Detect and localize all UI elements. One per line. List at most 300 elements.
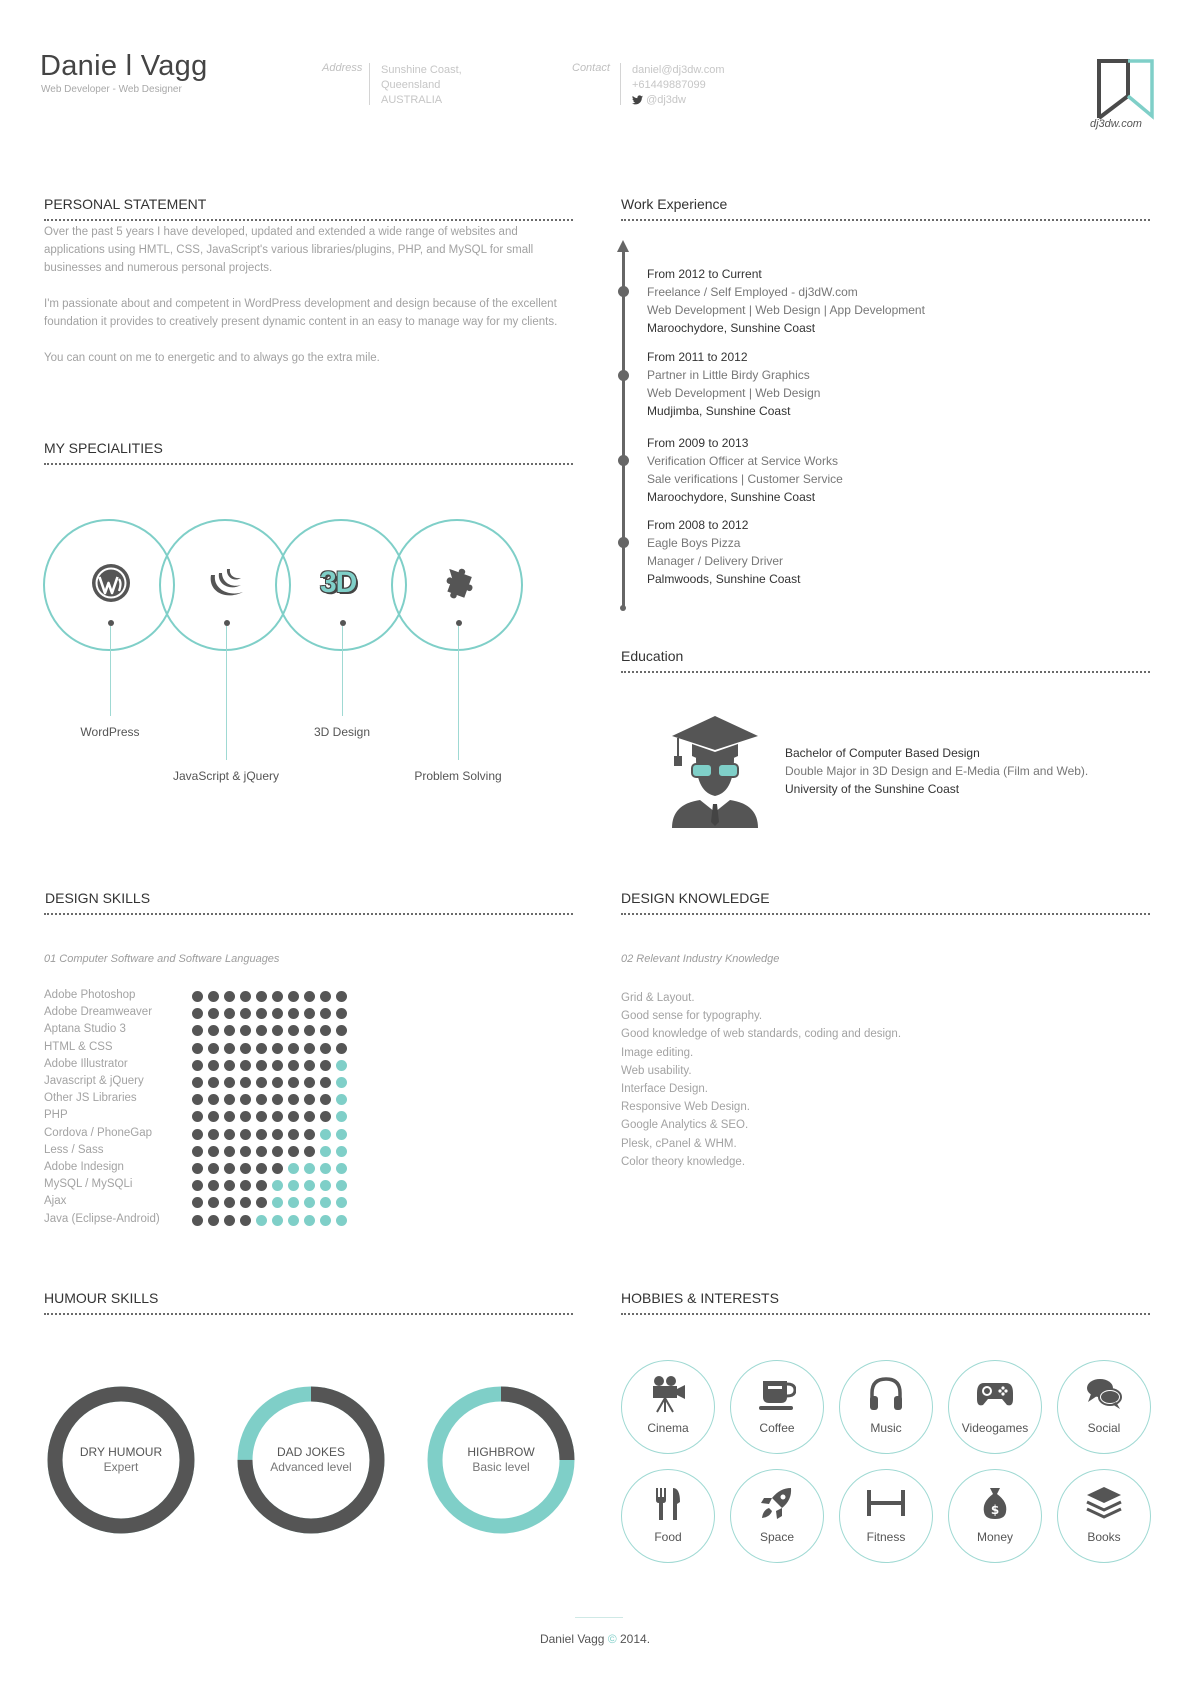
- skill-dot-filled: [304, 1025, 315, 1036]
- knowledge-list: [621, 989, 901, 1171]
- skill-dot-filled: [304, 1008, 315, 1019]
- skill-dot-filled: [256, 1025, 267, 1036]
- skill-dot-empty: [288, 1180, 299, 1191]
- skill-dot-filled: [320, 1043, 331, 1054]
- skill-dot-empty: [336, 1215, 347, 1226]
- skill-dot-filled: [208, 1094, 219, 1105]
- skill-dot-filled: [208, 1008, 219, 1019]
- education-major: Double Major in 3D Design and E-Media (Film and Web).: [785, 764, 1089, 778]
- skill-dot-filled: [336, 1043, 347, 1054]
- job-role: Eagle Boys Pizza: [647, 536, 741, 550]
- skill-dot-filled: [224, 1060, 235, 1071]
- skill-dot-filled: [256, 991, 267, 1002]
- skill-dot-empty: [304, 1197, 315, 1208]
- hobby-label: Space: [759, 1530, 795, 1544]
- hobby-label: Coffee: [759, 1421, 795, 1435]
- skill-dot-empty: [320, 1129, 331, 1140]
- address-divider: [369, 63, 370, 105]
- skill-dot-filled: [224, 1008, 235, 1019]
- footer-divider: [575, 1617, 623, 1618]
- skill-dot-filled: [288, 991, 299, 1002]
- knowledge-item: Interface Design.: [621, 1083, 708, 1096]
- humour-name: DAD JOKES: [276, 1445, 345, 1459]
- skill-dot-filled: [288, 1111, 299, 1122]
- skill-dot-filled: [256, 1094, 267, 1105]
- job-location: Palmwoods, Sunshine Coast: [647, 572, 801, 586]
- skill-dot-empty: [336, 1094, 347, 1105]
- skill-dot-filled: [192, 1077, 203, 1088]
- skill-dot-filled: [224, 1146, 235, 1157]
- skill-dot-empty: [336, 1111, 347, 1122]
- skill-name: Adobe Photoshop: [44, 989, 136, 1001]
- hobbies-title: HOBBIES & INTERESTS: [621, 1290, 779, 1306]
- humour-gauge: [236, 1385, 386, 1535]
- hobby-coffee: [730, 1360, 824, 1454]
- skill-dot-filled: [304, 1146, 315, 1157]
- skill-dot-filled: [240, 1163, 251, 1174]
- skill-dot-filled: [320, 1111, 331, 1122]
- design-knowledge-title: DESIGN KNOWLEDGE: [621, 890, 770, 906]
- knowledge-item: Color theory knowledge.: [621, 1155, 746, 1168]
- speciality-label: 3D Design: [313, 725, 371, 739]
- skill-dot-filled: [192, 1180, 203, 1191]
- skill-name: Adobe Dreamweaver: [44, 1006, 153, 1019]
- skill-dot-filled: [240, 1146, 251, 1157]
- speciality-label: Problem Solving: [414, 769, 502, 783]
- skill-dot-empty: [304, 1215, 315, 1226]
- skill-dot-empty: [304, 1180, 315, 1191]
- section-divider: [44, 913, 573, 915]
- skill-dot-empty: [336, 1077, 347, 1088]
- logo-text[interactable]: dj3dw.com: [1090, 118, 1142, 130]
- design-knowledge-subtitle: 02 Relevant Industry Knowledge: [621, 953, 780, 965]
- humour-name: HIGHBROW: [467, 1445, 535, 1459]
- hobby-cinema: [621, 1360, 715, 1454]
- skill-dot-filled: [240, 1197, 251, 1208]
- skill-dot-empty: [336, 1163, 347, 1174]
- skill-dot-filled: [288, 1077, 299, 1088]
- timeline-dot: [618, 370, 629, 381]
- skill-dot-filled: [256, 1008, 267, 1019]
- skill-dot-filled: [288, 1060, 299, 1071]
- job-duties: Web Development | Web Design: [647, 386, 821, 400]
- skill-dot-filled: [288, 1094, 299, 1105]
- skill-name: Less / Sass: [44, 1143, 104, 1156]
- skill-dot-filled: [224, 1215, 235, 1226]
- skill-dot-filled: [320, 1008, 331, 1019]
- phone-number: +61449887099: [632, 79, 706, 91]
- skill-dot-filled: [256, 1180, 267, 1191]
- statement-paragraph: You can count on me to energetic and to always go the extra mile.: [44, 352, 380, 364]
- skill-dot-filled: [304, 1043, 315, 1054]
- skill-dot-filled: [208, 1215, 219, 1226]
- hobby-label: Music: [870, 1421, 902, 1435]
- skill-dot-filled: [192, 1094, 203, 1105]
- skill-dot-filled: [240, 1060, 251, 1071]
- skill-dot-filled: [224, 1180, 235, 1191]
- knowledge-item: Grid & Layout.: [621, 992, 695, 1004]
- section-divider: [621, 219, 1150, 221]
- graduate-icon: [670, 716, 760, 828]
- skill-dot-filled: [208, 991, 219, 1002]
- address-block: [381, 63, 462, 108]
- hobby-label: Cinema: [647, 1421, 689, 1435]
- hobby-space: [730, 1469, 824, 1563]
- humour-level: Expert: [103, 1460, 139, 1474]
- skill-dot-filled: [240, 1008, 251, 1019]
- hobby-label: Videogames: [961, 1421, 1029, 1435]
- puzzle-icon: [437, 561, 481, 605]
- job-location: Maroochydore, Sunshine Coast: [647, 321, 816, 335]
- hobby-fitness: [839, 1469, 933, 1563]
- skill-dot-filled: [240, 1077, 251, 1088]
- skill-dot-filled: [192, 1215, 203, 1226]
- address-line: AUSTRALIA: [381, 94, 443, 106]
- skill-dot-filled: [192, 991, 203, 1002]
- rocket-icon: [758, 1484, 796, 1522]
- skill-dot-filled: [336, 991, 347, 1002]
- job-period: From 2011 to 2012: [647, 350, 748, 364]
- hobby-videogames: [948, 1360, 1042, 1454]
- skill-rating: [192, 1077, 347, 1089]
- humour-label: [426, 1445, 576, 1475]
- knowledge-item: Google Analytics & SEO.: [621, 1119, 749, 1132]
- skill-name: HTML & CSS: [44, 1040, 113, 1053]
- timeline-dot: [618, 286, 629, 297]
- footer-year: 2014.: [620, 1632, 651, 1646]
- skill-dot-filled: [192, 1111, 203, 1122]
- humour-level: Basic level: [472, 1460, 530, 1474]
- speciality-dot: [224, 620, 230, 626]
- wordpress-icon: [89, 561, 133, 605]
- skill-dot-filled: [256, 1077, 267, 1088]
- skill-dot-filled: [256, 1146, 267, 1157]
- skill-dot-filled: [256, 1197, 267, 1208]
- skill-dot-filled: [320, 1077, 331, 1088]
- skill-dot-empty: [336, 1197, 347, 1208]
- skill-rating: [192, 991, 347, 1003]
- hobby-social: [1057, 1360, 1151, 1454]
- hobby-label: Fitness: [866, 1530, 906, 1544]
- speciality-label: JavaScript & jQuery: [172, 769, 280, 783]
- twitter-handle: @dj3dw: [646, 94, 686, 106]
- chat-icon: [1085, 1375, 1123, 1413]
- skill-dot-filled: [192, 1043, 203, 1054]
- 3d-icon: 3D: [320, 566, 357, 599]
- timeline-dot: [618, 537, 629, 548]
- skill-rating: [192, 1180, 347, 1192]
- skill-dot-filled: [304, 991, 315, 1002]
- personal-statement-text: [44, 223, 569, 385]
- skill-dot-filled: [320, 1094, 331, 1105]
- personal-statement-title: PERSONAL STATEMENT: [44, 196, 207, 212]
- skill-dot-filled: [240, 1025, 251, 1036]
- copyright-symbol: ©: [607, 1632, 617, 1646]
- knowledge-item: Plesk, cPanel & WHM.: [621, 1137, 737, 1150]
- skill-dot-filled: [272, 1129, 283, 1140]
- dumbbell-icon: [867, 1484, 905, 1522]
- skill-dot-filled: [208, 1060, 219, 1071]
- skill-dot-filled: [272, 1094, 283, 1105]
- skill-dot-filled: [256, 1163, 267, 1174]
- skill-dot-empty: [320, 1180, 331, 1191]
- skill-dot-filled: [192, 1129, 203, 1140]
- skill-dot-empty: [272, 1197, 283, 1208]
- skill-dot-filled: [224, 1094, 235, 1105]
- skill-dot-empty: [288, 1163, 299, 1174]
- skill-dot-empty: [272, 1215, 283, 1226]
- knowledge-item: Responsive Web Design.: [621, 1101, 750, 1114]
- hobby-label: Social: [1087, 1421, 1121, 1435]
- skill-dot-empty: [272, 1180, 283, 1191]
- skill-dot-filled: [192, 1008, 203, 1019]
- skill-name: Javascript & jQuery: [44, 1075, 144, 1087]
- job-entry: [647, 265, 1067, 337]
- skill-dot-filled: [192, 1163, 203, 1174]
- skill-dot-empty: [336, 1180, 347, 1191]
- skill-rating: [192, 1008, 347, 1020]
- twitter-icon: [632, 95, 643, 105]
- skill-dot-filled: [272, 1163, 283, 1174]
- job-subtitle: Web Developer - Web Designer: [41, 84, 182, 95]
- statement-paragraph: Over the past 5 years I have developed, updated and extended a wide range of websites and applications using HMTL, CSS, JavaScript's various libraries/plugins, PHP, and MySQL for small businesses and numerous personal projects.: [44, 226, 534, 274]
- skill-rating: [192, 1215, 347, 1227]
- skill-rating: [192, 1025, 347, 1037]
- skill-dot-filled: [224, 991, 235, 1002]
- knowledge-item: Good sense for typography.: [621, 1010, 763, 1023]
- hobby-label: Books: [1087, 1530, 1121, 1544]
- footer-name: Daniel Vagg: [539, 1632, 605, 1646]
- skill-dot-filled: [224, 1129, 235, 1140]
- address-line: Queensland: [381, 79, 441, 91]
- timeline-end: [620, 605, 626, 611]
- skill-dot-filled: [288, 1146, 299, 1157]
- skill-name: MySQL / MySQLi: [44, 1178, 133, 1191]
- skill-name: Adobe Illustrator: [44, 1057, 128, 1070]
- skill-rating: [192, 1129, 347, 1141]
- skill-dot-filled: [192, 1025, 203, 1036]
- skill-dot-filled: [272, 1043, 283, 1054]
- humour-level: Advanced level: [270, 1460, 352, 1474]
- design-skills-subtitle: 01 Computer Software and Software Languages: [44, 953, 280, 965]
- job-role: Verification Officer at Service Works: [647, 454, 838, 468]
- skill-rating: [192, 1060, 347, 1072]
- section-divider: [621, 671, 1150, 673]
- humour-label: [46, 1445, 196, 1475]
- skill-dot-filled: [288, 1008, 299, 1019]
- skill-dot-filled: [304, 1077, 315, 1088]
- address-label: Address: [322, 62, 363, 74]
- skill-dot-filled: [192, 1197, 203, 1208]
- skill-dot-filled: [304, 1060, 315, 1071]
- skill-dot-filled: [208, 1025, 219, 1036]
- skill-dot-filled: [224, 1025, 235, 1036]
- skill-dot-empty: [288, 1215, 299, 1226]
- skill-dot-filled: [256, 1060, 267, 1071]
- job-role: Partner in Little Birdy Graphics: [647, 368, 810, 382]
- skill-dot-filled: [256, 1111, 267, 1122]
- skill-name: Aptana Studio 3: [44, 1023, 126, 1036]
- address-line: Sunshine Coast,: [381, 64, 462, 76]
- skill-dot-empty: [320, 1163, 331, 1174]
- humour-skills-title: HUMOUR SKILLS: [44, 1290, 159, 1306]
- skill-dot-filled: [272, 1060, 283, 1071]
- skill-dot-filled: [272, 991, 283, 1002]
- job-entry: [647, 516, 1067, 588]
- resume-name: Danie l Vagg: [40, 50, 208, 82]
- speciality-label: WordPress: [80, 725, 140, 739]
- skill-dot-empty: [288, 1197, 299, 1208]
- speciality-connector: [226, 626, 227, 760]
- logo-icon: [1096, 58, 1156, 120]
- skill-name: Other JS Libraries: [44, 1092, 137, 1105]
- skill-dot-filled: [304, 1094, 315, 1105]
- job-location: Mudjimba, Sunshine Coast: [647, 404, 791, 418]
- skill-dot-filled: [288, 1129, 299, 1140]
- skill-name: Ajax: [44, 1195, 67, 1208]
- specialities-title: MY SPECIALITIES: [44, 440, 163, 456]
- hobby-music: [839, 1360, 933, 1454]
- skill-dot-empty: [256, 1215, 267, 1226]
- timeline-dot: [618, 455, 629, 466]
- skill-dot-filled: [288, 1043, 299, 1054]
- skill-dot-filled: [240, 1043, 251, 1054]
- skill-dot-filled: [304, 1129, 315, 1140]
- work-experience-title: Work Experience: [621, 196, 728, 212]
- skill-dot-empty: [320, 1197, 331, 1208]
- hobby-label: Money: [976, 1530, 1014, 1544]
- skill-dot-filled: [336, 1025, 347, 1036]
- speciality-connector: [342, 626, 343, 716]
- skill-dot-filled: [208, 1043, 219, 1054]
- skill-dot-filled: [224, 1163, 235, 1174]
- skill-dot-filled: [272, 1008, 283, 1019]
- skill-dot-filled: [304, 1111, 315, 1122]
- job-entry: [647, 434, 1067, 506]
- skill-dot-filled: [192, 1146, 203, 1157]
- headphones-icon: [867, 1375, 905, 1413]
- skill-rating: [192, 1163, 347, 1175]
- timeline-line: [622, 248, 625, 610]
- skill-name: Adobe Indesign: [44, 1161, 124, 1173]
- skill-name: Java (Eclipse-Android): [44, 1212, 160, 1225]
- section-divider: [44, 219, 573, 221]
- skill-dot-filled: [208, 1129, 219, 1140]
- skill-dot-filled: [288, 1025, 299, 1036]
- education-university: University of the Sunshine Coast: [785, 782, 960, 796]
- skill-dot-filled: [272, 1111, 283, 1122]
- skill-dot-filled: [336, 1008, 347, 1019]
- skill-dot-filled: [272, 1025, 283, 1036]
- job-duties: Sale verifications | Customer Service: [647, 472, 843, 486]
- skill-dot-filled: [208, 1163, 219, 1174]
- svg-text:$: $: [990, 1503, 1000, 1517]
- education-degree: Bachelor of Computer Based Design: [785, 746, 980, 760]
- skill-dot-filled: [320, 1025, 331, 1036]
- humour-gauge: [46, 1385, 196, 1535]
- layers-icon: [1085, 1484, 1123, 1522]
- skill-rating: [192, 1111, 347, 1123]
- hobby-food: [621, 1469, 715, 1563]
- job-period: From 2008 to 2012: [647, 518, 749, 532]
- skill-dot-filled: [272, 1077, 283, 1088]
- email-link[interactable]: daniel@dj3dw.com: [632, 64, 725, 76]
- skill-dot-filled: [208, 1180, 219, 1191]
- cutlery-icon: [649, 1484, 687, 1522]
- skill-dot-filled: [320, 1060, 331, 1071]
- speciality-dot: [456, 620, 462, 626]
- skill-dot-filled: [272, 1146, 283, 1157]
- job-entry: [647, 348, 1067, 420]
- skill-dot-filled: [240, 1111, 251, 1122]
- humour-label: [236, 1445, 386, 1475]
- skill-dot-filled: [208, 1197, 219, 1208]
- skill-dot-filled: [240, 1215, 251, 1226]
- skill-dot-empty: [336, 1060, 347, 1071]
- footer: [0, 1632, 1190, 1646]
- contact-label: Contact: [572, 62, 610, 74]
- skill-dot-filled: [240, 1180, 251, 1191]
- skill-dot-filled: [224, 1111, 235, 1122]
- section-divider: [621, 1313, 1150, 1315]
- section-divider: [44, 463, 573, 465]
- gamepad-icon: [976, 1375, 1014, 1413]
- knowledge-item: Web usability.: [621, 1064, 692, 1077]
- hobby-money: [948, 1469, 1042, 1563]
- contact-divider: [620, 63, 621, 105]
- skill-name: PHP: [44, 1109, 68, 1122]
- humour-gauge: [426, 1385, 576, 1535]
- skill-dot-empty: [320, 1146, 331, 1157]
- job-duties: Web Development | Web Design | App Development: [647, 303, 925, 317]
- skill-dot-filled: [256, 1129, 267, 1140]
- skill-dot-filled: [240, 1129, 251, 1140]
- job-location: Maroochydore, Sunshine Coast: [647, 490, 816, 504]
- speciality-dot: [108, 620, 114, 626]
- skill-dot-filled: [224, 1197, 235, 1208]
- coffee-icon: [758, 1375, 796, 1413]
- skill-dot-filled: [256, 1043, 267, 1054]
- hobby-books: [1057, 1469, 1151, 1563]
- skill-dot-empty: [336, 1129, 347, 1140]
- education-details: [785, 744, 1088, 798]
- skill-rating: [192, 1197, 347, 1209]
- skill-dot-filled: [224, 1077, 235, 1088]
- skill-dot-filled: [192, 1060, 203, 1071]
- humour-name: DRY HUMOUR: [79, 1445, 163, 1459]
- section-divider: [621, 913, 1150, 915]
- skill-dot-empty: [304, 1163, 315, 1174]
- skill-dot-filled: [224, 1043, 235, 1054]
- knowledge-item: Image editing.: [621, 1046, 694, 1059]
- skill-dot-filled: [208, 1146, 219, 1157]
- skill-dot-filled: [208, 1111, 219, 1122]
- camera-icon: [649, 1375, 687, 1413]
- skill-dot-filled: [240, 1094, 251, 1105]
- jquery-icon: [205, 561, 249, 605]
- job-role: Freelance / Self Employed - dj3dW.com: [647, 285, 858, 299]
- job-period: From 2009 to 2013: [647, 436, 749, 450]
- skill-name: Cordova / PhoneGap: [44, 1126, 153, 1139]
- twitter-link[interactable]: [632, 93, 725, 108]
- design-skills-title: DESIGN SKILLS: [45, 890, 151, 906]
- skill-dot-empty: [336, 1146, 347, 1157]
- skill-rating: [192, 1146, 347, 1158]
- money-bag-icon: [976, 1484, 1014, 1522]
- contact-block: [632, 63, 725, 108]
- education-title: Education: [621, 648, 684, 664]
- job-duties: Manager / Delivery Driver: [647, 554, 784, 568]
